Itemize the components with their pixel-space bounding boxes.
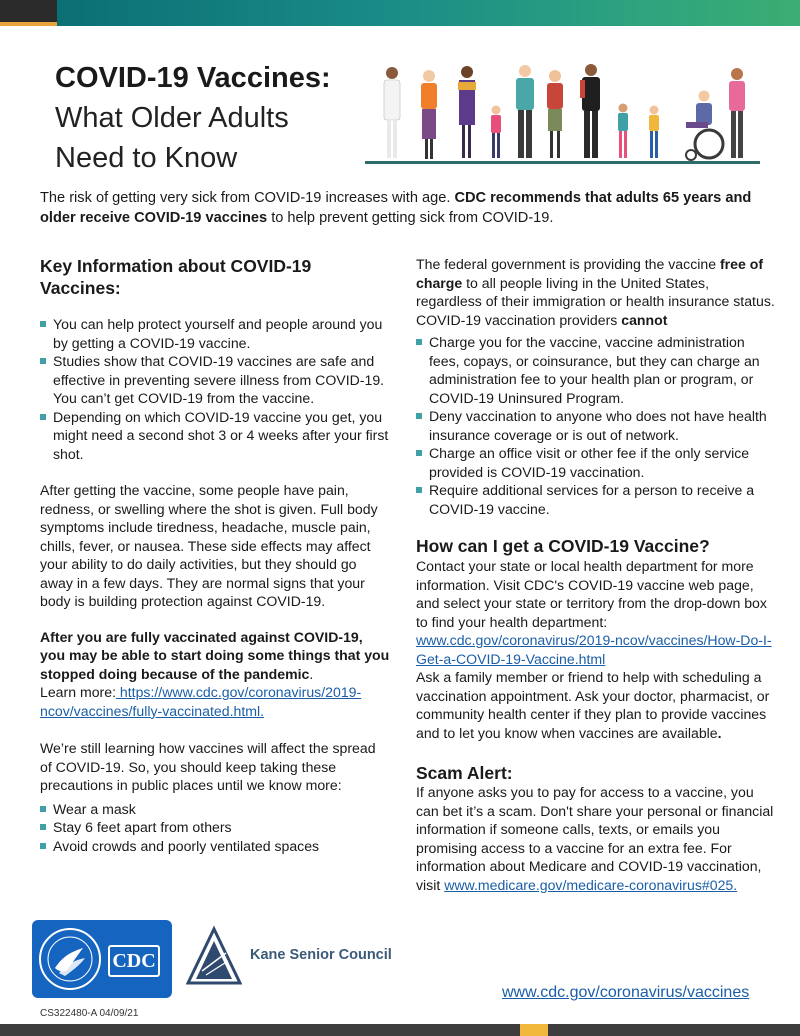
document-code: CS322480-A 04/09/21 — [40, 1008, 139, 1019]
hhs-seal-icon — [37, 926, 103, 992]
list-item: Studies show that COVID-19 vaccines are safe and effective in preventing severe illness from COVID-19. You can’t get COVID-19 from the vaccine. — [40, 352, 390, 408]
ask-family-text: Ask a family member or friend to help with scheduling a vaccination appointment. Ask your doctor, pharmacist, or community health center if they plan to provide vaccines and to let you know when vaccines are available — [416, 669, 770, 741]
how-to-get-paragraph: Contact your state or local health department for more information. Visit CDC's COVID-19 vaccine web page, and select your state or territory from the drop-down box to find your health department: — [416, 558, 767, 630]
learn-more-label: Learn more: — [40, 684, 116, 700]
precautions-list — [40, 800, 390, 856]
cdc-vaccines-link[interactable]: www.cdc.gov/coronavirus/vaccines — [502, 984, 750, 1001]
free-of-charge-text: free of charge — [416, 256, 764, 291]
key-info-list — [40, 315, 390, 463]
title-line-3: Need to Know — [55, 142, 238, 174]
kane-senior-council-name: Kane Senior Council — [250, 947, 392, 963]
how-to-get-heading: How can I get a COVID-19 Vaccine? — [416, 536, 710, 556]
intro-paragraph — [40, 188, 770, 228]
top-bar-teal-band — [57, 0, 800, 26]
intro-recommendation: CDC recommends that adults 65 years and older receive COVID-19 vaccines — [40, 190, 752, 226]
list-item: You can help protect yourself and people around you by getting a COVID-19 vaccine. — [40, 315, 390, 352]
medicare-link[interactable]: www.medicare.gov/medicare-coronavirus#025. — [444, 876, 738, 893]
kane-senior-council-logo-icon — [186, 925, 242, 987]
page-title — [55, 58, 375, 178]
scam-alert-text: If anyone asks you to pay for access to a vaccine, you can bet it’s a scam. Don't share your personal or financial information if someone calls, texts, or emails you promising access to a vaccine for an extra fee. For information about Medicare and COVID-19 vaccination, visit — [416, 784, 774, 893]
ask-family-period: . — [717, 724, 722, 741]
federal-text-cont: to all people living in the United States, regardless of their immigration or health insurance status. COVID-19 vaccination providers — [416, 274, 775, 328]
list-item: Stay 6 feet apart from others — [40, 818, 390, 837]
cdc-logo: CDC — [108, 945, 160, 977]
providers-cannot-list — [416, 333, 776, 518]
left-column — [40, 255, 390, 855]
list-item: Charge you for the vaccine, vaccine administration fees, copays, or coinsurance, but they can charge an administration fee to your health plan or program, or COVID-19 Uninsured Program. — [416, 333, 776, 407]
list-item: Require additional services for a person to receive a COVID-19 vaccine. — [416, 481, 776, 518]
title-line-2: What Older Adults — [55, 102, 289, 134]
intro-text: The risk of getting very sick from COVID-19 increases with age. — [40, 190, 455, 206]
list-item: Avoid crowds and poorly ventilated spaces — [40, 837, 390, 856]
intro-text-end: to help prevent getting sick from COVID-19. — [267, 210, 554, 226]
ask-family-paragraph — [416, 668, 776, 742]
list-item: Depending on which COVID-19 vaccine you get, you might need a second shot 3 or 4 weeks after your first shot. — [40, 408, 390, 464]
older-adults-illustration — [365, 60, 765, 168]
cannot-text: cannot — [621, 311, 668, 328]
title-line-1: COVID-19 Vaccines: — [55, 62, 331, 94]
scam-alert-paragraph — [416, 783, 776, 894]
free-of-charge-paragraph — [416, 255, 776, 329]
right-column — [416, 255, 776, 894]
top-bar-dark-block — [0, 0, 57, 26]
bottom-color-bar — [0, 1024, 800, 1036]
fully-vaccinated-period: . — [309, 665, 314, 682]
list-item: Charge an office visit or other fee if the only service provided is COVID-19 vaccination. — [416, 444, 776, 481]
side-effects-paragraph: After getting the vaccine, some people have pain, redness, or swelling where the shot is given. Full body symptoms include tiredness, headache, muscle pain, chills, fever, or nausea. These side effects may affect your ability to do daily activities, but they should go away in a few days. They are normal signs that your body is building protection against COVID-19. — [40, 482, 378, 609]
how-to-get-link[interactable]: www.cdc.gov/coronavirus/2019-ncov/vaccines/How-Do-I-Get-a-COVID-19-Vaccine.html — [416, 632, 772, 667]
key-info-heading: Key Information about COVID-19 Vaccines: — [40, 256, 312, 298]
fully-vaccinated-text: After you are fully vaccinated against COVID-19, you may be able to start doing some things that you stopped doing because of the pandemic — [40, 628, 390, 682]
top-color-bar — [0, 0, 800, 26]
list-item: Deny vaccination to anyone who does not have health insurance coverage or is out of network. — [416, 407, 776, 444]
scam-alert-heading: Scam Alert: — [416, 763, 513, 783]
still-learning-paragraph: We’re still learning how vaccines will affect the spread of COVID-19. So, you should keep taking these precautions in public places until we know more: — [40, 740, 376, 793]
fully-vaccinated-link[interactable]: https://www.cdc.gov/coronavirus/2019-ncov/vaccines/fully-vaccinated.html. — [40, 684, 362, 719]
list-item: Wear a mask — [40, 800, 390, 819]
fully-vaccinated-paragraph — [40, 628, 390, 721]
federal-text: The federal government is providing the vaccine — [416, 256, 720, 272]
